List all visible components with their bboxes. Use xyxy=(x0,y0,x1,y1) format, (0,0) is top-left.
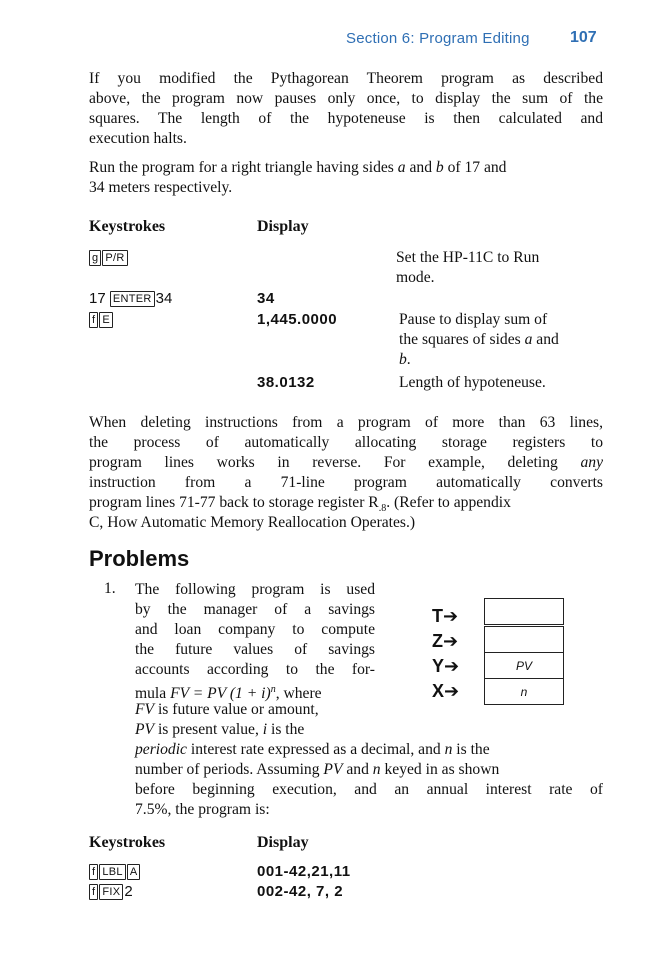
description-line xyxy=(399,350,604,370)
stack-label-y xyxy=(432,656,459,677)
variable-fv: FV xyxy=(135,701,155,718)
formula: FV = PV (1 + i) xyxy=(170,685,271,703)
keystroke-row xyxy=(89,249,129,266)
text-line: squares. The length of the hypoteneuse is then calculated and xyxy=(89,110,603,127)
key-g: g xyxy=(89,250,101,266)
text-line: the process of automatically allocating storage registers to xyxy=(89,434,603,451)
text-run: number of periods. Assuming xyxy=(135,761,324,778)
text-run: and xyxy=(342,761,373,778)
key-fix: FIX xyxy=(99,884,123,900)
stack-register-z xyxy=(484,626,564,653)
display-value: 38.0132 xyxy=(257,374,315,391)
text-run: , where xyxy=(275,685,322,703)
problems-heading: Problems xyxy=(89,546,190,571)
text-run: interest rate expressed as a decimal, and xyxy=(186,741,445,758)
text-run: the squares of sides xyxy=(399,331,525,348)
text-run: is future value or amount, xyxy=(154,701,319,718)
row-description xyxy=(399,310,604,370)
text-run: Run the program for a right triangle having sides xyxy=(89,159,398,176)
keystroke-digits: 2 xyxy=(124,883,133,900)
text-run: is the xyxy=(267,721,305,738)
register-letter: Y xyxy=(432,656,445,676)
text-line: The following program is used xyxy=(135,581,375,598)
text-line xyxy=(89,158,603,178)
text-run: program lines 71-77 back to storage register R xyxy=(89,494,379,511)
problem-number: 1. xyxy=(104,580,116,597)
description-line: Pause to display sum of xyxy=(399,311,548,328)
text-line: the future values of savings xyxy=(135,641,375,658)
text-run: is the xyxy=(452,741,490,758)
register-letter: Z xyxy=(432,631,443,651)
variable-pv: PV xyxy=(135,721,155,738)
variable-b: b xyxy=(435,159,444,176)
key-enter: ENTER xyxy=(110,291,155,307)
key-f: f xyxy=(89,884,98,900)
text-run: . xyxy=(406,351,411,368)
arrow-right-icon: ➔ xyxy=(444,656,460,676)
problem-text-narrow xyxy=(135,580,375,740)
keystroke-row xyxy=(89,883,133,900)
variable-n: n xyxy=(372,761,381,778)
description-line: Set the HP-11C to Run xyxy=(396,249,540,266)
intro-paragraph xyxy=(89,69,603,149)
text-line: instruction from a 71-line program automatically converts xyxy=(89,474,603,491)
text-line: C, How Automatic Memory Reallocation Operates.) xyxy=(89,514,416,531)
display-value: 1,445.0000 xyxy=(257,311,338,328)
keystroke-digits: 17 xyxy=(89,290,106,307)
key-a: A xyxy=(127,864,141,880)
stack-label-z xyxy=(432,631,458,652)
text-run: keyed in as shown xyxy=(380,761,500,778)
text-line: 7.5%, the program is: xyxy=(135,801,270,818)
text-line: by the manager of a savings xyxy=(135,601,375,618)
section-title: Section 6: Program Editing xyxy=(346,30,530,47)
text-run: is present value, xyxy=(154,721,263,738)
text-line: execution halts. xyxy=(89,130,187,147)
text-run: and xyxy=(405,159,436,176)
emphasis-any: any xyxy=(580,454,603,471)
arrow-right-icon: ➔ xyxy=(443,631,459,651)
text-line xyxy=(135,700,375,720)
text-line xyxy=(135,680,375,703)
column-header-display: Display xyxy=(257,218,309,235)
stack-register-x xyxy=(484,678,564,705)
keystroke-row xyxy=(89,863,141,880)
column-header-keystrokes: Keystrokes xyxy=(89,218,166,235)
stack-label-t xyxy=(432,606,458,627)
variable-b: b xyxy=(399,351,407,368)
variable-i: i xyxy=(262,721,268,738)
column-header-keystrokes: Keystrokes xyxy=(89,834,166,851)
description-line: mode. xyxy=(396,269,435,286)
run-instruction-paragraph xyxy=(89,158,603,198)
key-f: f xyxy=(89,864,98,880)
text-run: program lines works in reverse. For example, deleting xyxy=(89,454,581,471)
register-letter: T xyxy=(432,606,443,626)
keystroke-digits: 34 xyxy=(155,290,173,307)
register-value: PV xyxy=(515,659,532,673)
variable-pv: PV xyxy=(323,761,343,778)
deleting-paragraph xyxy=(89,413,603,533)
text-line: and loan company to compute xyxy=(135,621,375,638)
register-subscript: .8 xyxy=(378,503,387,515)
column-header-display: Display xyxy=(257,834,309,851)
register-value: n xyxy=(520,685,528,699)
display-value: 34 xyxy=(257,290,275,307)
text-line xyxy=(89,453,603,473)
page-header xyxy=(0,30,666,52)
register-letter: X xyxy=(432,681,445,701)
display-value: 001-42,21,11 xyxy=(257,863,351,880)
row-description: Length of hypoteneuse. xyxy=(399,374,546,391)
text-line: When deleting instructions from a program of more than 63 lines, xyxy=(89,414,603,431)
stack-register-y xyxy=(484,652,564,679)
text-line: accounts according to the for- xyxy=(135,661,375,678)
text-run: mula xyxy=(135,685,171,703)
stack-register-t xyxy=(484,598,564,625)
key-e: E xyxy=(99,312,113,328)
keystroke-row xyxy=(89,290,172,307)
text-run: of 17 and xyxy=(443,159,507,176)
text-line xyxy=(135,720,375,740)
problem-text-wide xyxy=(135,740,603,820)
key-p-r: P/R xyxy=(102,250,127,266)
text-line xyxy=(89,493,603,513)
text-line xyxy=(135,760,603,780)
formula-exponent: n xyxy=(270,684,276,695)
arrow-right-icon: ➔ xyxy=(443,606,459,626)
text-run: . (Refer to appendix xyxy=(386,494,511,511)
key-f: f xyxy=(89,312,98,328)
row-description xyxy=(396,248,596,288)
variable-n: n xyxy=(444,741,453,758)
variable-a: a xyxy=(397,159,406,176)
text-line: before beginning execution, and an annual interest rate of xyxy=(135,781,603,798)
description-line xyxy=(399,330,604,350)
stack-label-x xyxy=(432,681,459,702)
page-number: 107 xyxy=(570,29,597,46)
display-value: 002-42, 7, 2 xyxy=(257,883,344,900)
keystroke-row xyxy=(89,311,114,328)
key-lbl: LBL xyxy=(99,864,125,880)
variable-a: a xyxy=(524,331,533,348)
text-line: If you modified the Pythagorean Theorem program as described xyxy=(89,70,603,87)
emphasis-periodic: periodic xyxy=(135,741,187,758)
text-line: above, the program now pauses only once, to display the sum of the xyxy=(89,90,603,107)
text-run: and xyxy=(532,331,559,348)
text-line: 34 meters respectively. xyxy=(89,179,233,196)
text-line xyxy=(135,740,603,760)
arrow-right-icon: ➔ xyxy=(444,681,460,701)
